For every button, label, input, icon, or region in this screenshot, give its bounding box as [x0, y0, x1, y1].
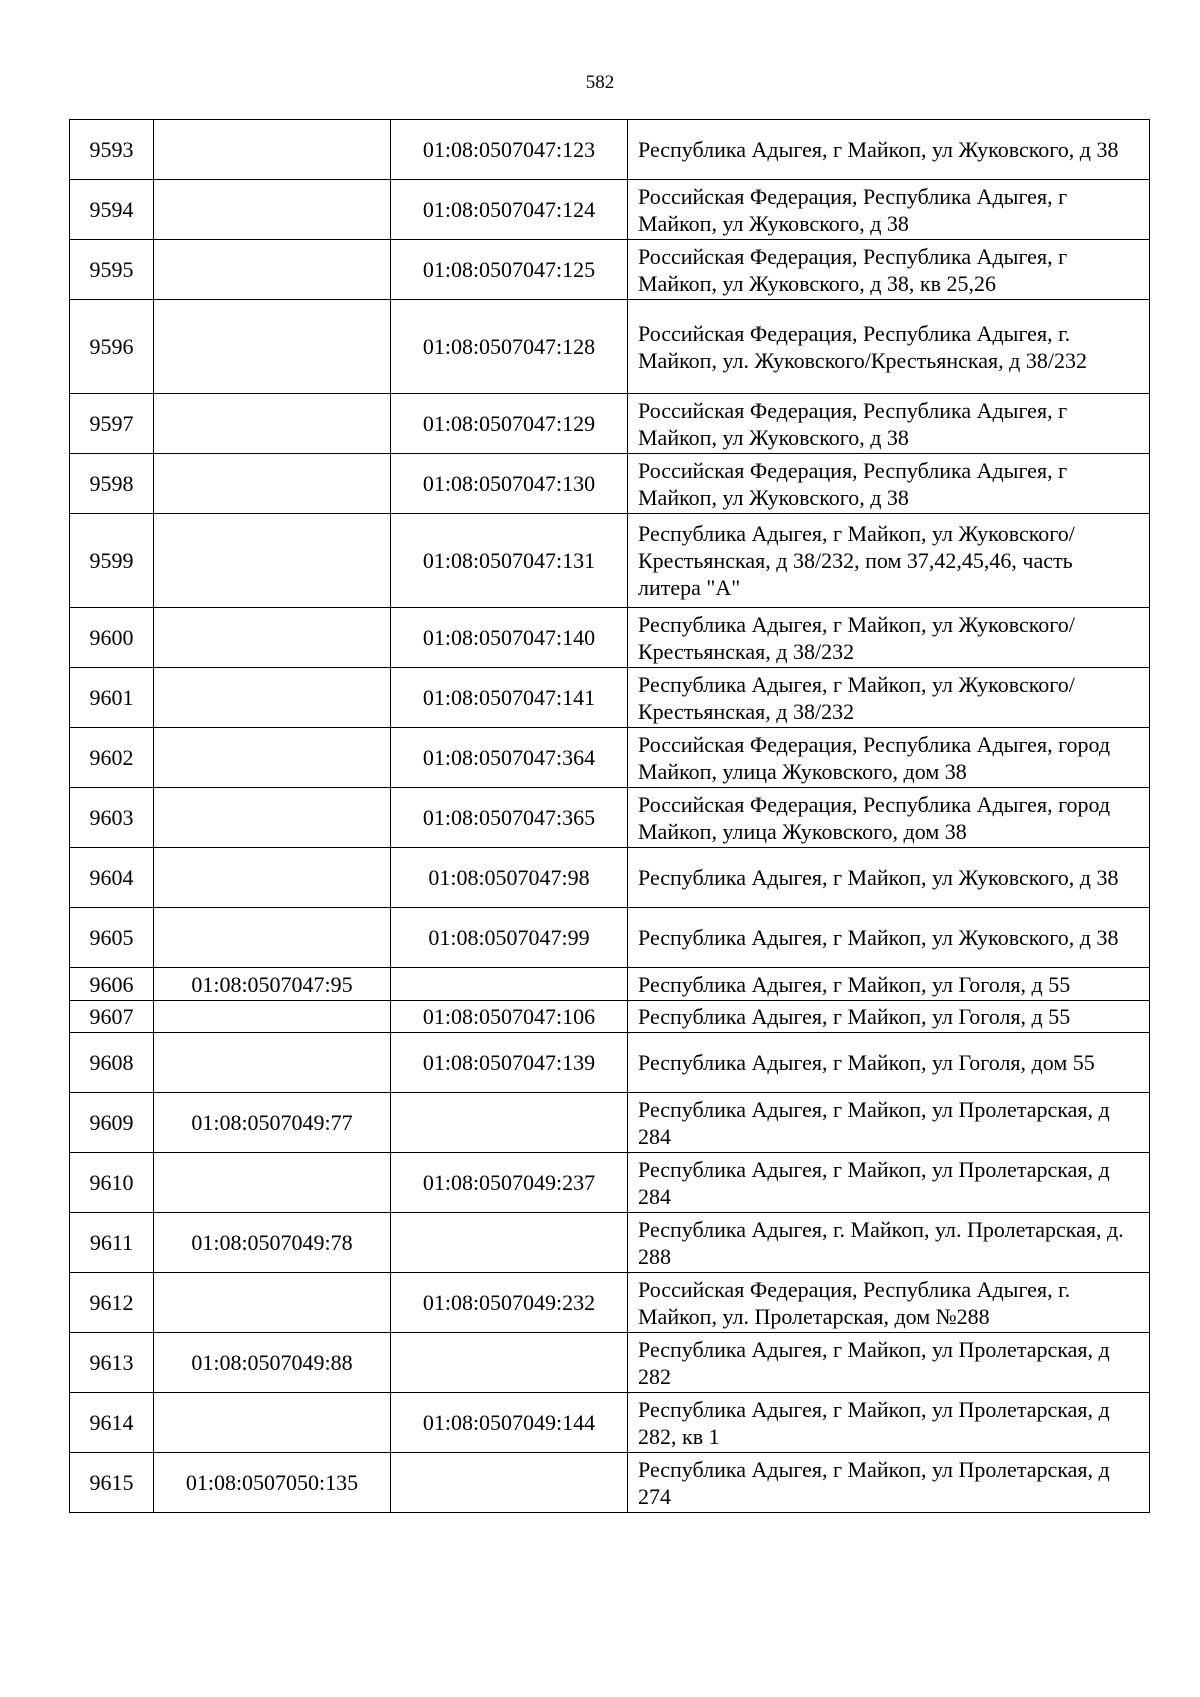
building-cadastral-number: 01:08:0507047:124 — [391, 180, 628, 240]
table-row — [70, 1453, 1150, 1513]
table-row — [70, 608, 1150, 668]
address: Республика Адыгея, г Майкоп, ул Гоголя, д 55 — [628, 1001, 1150, 1033]
row-number: 9602 — [70, 728, 154, 788]
address: Республика Адыгея, г Майкоп, ул Пролетарская, д 284 — [628, 1093, 1150, 1153]
land-cadastral-number: 01:08:0507050:135 — [154, 1453, 391, 1513]
building-cadastral-number — [391, 1093, 628, 1153]
land-cadastral-number — [154, 1273, 391, 1333]
building-cadastral-number: 01:08:0507047:129 — [391, 394, 628, 454]
address: Республика Адыгея, г Майкоп, ул Жуковского/Крестьянская, д 38/232, пом 37,42,45,46, часть литера "А" — [628, 514, 1150, 608]
address: Республика Адыгея, г. Майкоп, ул. Пролетарская, д. 288 — [628, 1213, 1150, 1273]
table-row — [70, 240, 1150, 300]
address: Республика Адыгея, г Майкоп, ул Пролетарская, д 274 — [628, 1453, 1150, 1513]
row-number: 9610 — [70, 1153, 154, 1213]
registry-table-body — [70, 120, 1150, 1513]
row-number: 9614 — [70, 1393, 154, 1453]
land-cadastral-number: 01:08:0507047:95 — [154, 968, 391, 1001]
table-row — [70, 1001, 1150, 1033]
row-number: 9615 — [70, 1453, 154, 1513]
address: Российская Федерация, Республика Адыгея, г Майкоп, ул Жуковского, д 38 — [628, 180, 1150, 240]
table-row — [70, 1213, 1150, 1273]
building-cadastral-number: 01:08:0507047:130 — [391, 454, 628, 514]
address: Российская Федерация, Республика Адыгея, г Майкоп, ул Жуковского, д 38 — [628, 394, 1150, 454]
row-number: 9594 — [70, 180, 154, 240]
land-cadastral-number — [154, 300, 391, 394]
land-cadastral-number — [154, 608, 391, 668]
building-cadastral-number: 01:08:0507047:125 — [391, 240, 628, 300]
land-cadastral-number — [154, 240, 391, 300]
address: Республика Адыгея, г Майкоп, ул Пролетарская, д 282, кв 1 — [628, 1393, 1150, 1453]
building-cadastral-number — [391, 1333, 628, 1393]
building-cadastral-number: 01:08:0507047:99 — [391, 908, 628, 968]
table-row — [70, 1273, 1150, 1333]
row-number: 9612 — [70, 1273, 154, 1333]
land-cadastral-number — [154, 908, 391, 968]
registry-table — [69, 119, 1150, 1513]
land-cadastral-number — [154, 788, 391, 848]
row-number: 9608 — [70, 1033, 154, 1093]
address: Российская Федерация, Республика Адыгея, г Майкоп, ул Жуковского, д 38 — [628, 454, 1150, 514]
building-cadastral-number: 01:08:0507047:128 — [391, 300, 628, 394]
table-row — [70, 1033, 1150, 1093]
land-cadastral-number: 01:08:0507049:77 — [154, 1093, 391, 1153]
building-cadastral-number: 01:08:0507047:365 — [391, 788, 628, 848]
table-row — [70, 1333, 1150, 1393]
land-cadastral-number — [154, 454, 391, 514]
table-row — [70, 1393, 1150, 1453]
building-cadastral-number: 01:08:0507049:237 — [391, 1153, 628, 1213]
address: Российская Федерация, Республика Адыгея, город Майкоп, улица Жуковского, дом 38 — [628, 788, 1150, 848]
land-cadastral-number — [154, 728, 391, 788]
address: Республика Адыгея, г Майкоп, ул Гоголя, дом 55 — [628, 1033, 1150, 1093]
row-number: 9606 — [70, 968, 154, 1001]
address: Республика Адыгея, г Майкоп, ул Жуковского, д 38 — [628, 908, 1150, 968]
row-number: 9607 — [70, 1001, 154, 1033]
address: Республика Адыгея, г Майкоп, ул Жуковского/Крестьянская, д 38/232 — [628, 608, 1150, 668]
address: Российская Федерация, Республика Адыгея, г. Майкоп, ул. Жуковского/Крестьянская, д 38/232 — [628, 300, 1150, 394]
row-number: 9613 — [70, 1333, 154, 1393]
row-number: 9595 — [70, 240, 154, 300]
row-number: 9593 — [70, 120, 154, 180]
land-cadastral-number — [154, 848, 391, 908]
land-cadastral-number: 01:08:0507049:88 — [154, 1333, 391, 1393]
building-cadastral-number — [391, 968, 628, 1001]
table-row — [70, 968, 1150, 1001]
table-row — [70, 788, 1150, 848]
land-cadastral-number — [154, 1153, 391, 1213]
row-number: 9609 — [70, 1093, 154, 1153]
row-number: 9605 — [70, 908, 154, 968]
table-row — [70, 848, 1150, 908]
building-cadastral-number: 01:08:0507047:98 — [391, 848, 628, 908]
building-cadastral-number: 01:08:0507047:141 — [391, 668, 628, 728]
row-number: 9611 — [70, 1213, 154, 1273]
table-row — [70, 454, 1150, 514]
page-number: 582 — [585, 72, 615, 93]
row-number: 9597 — [70, 394, 154, 454]
address: Республика Адыгея, г Майкоп, ул Жуковского, д 38 — [628, 120, 1150, 180]
land-cadastral-number — [154, 180, 391, 240]
building-cadastral-number: 01:08:0507047:123 — [391, 120, 628, 180]
building-cadastral-number — [391, 1453, 628, 1513]
row-number: 9599 — [70, 514, 154, 608]
row-number: 9598 — [70, 454, 154, 514]
land-cadastral-number: 01:08:0507049:78 — [154, 1213, 391, 1273]
building-cadastral-number — [391, 1213, 628, 1273]
land-cadastral-number — [154, 668, 391, 728]
land-cadastral-number — [154, 514, 391, 608]
building-cadastral-number: 01:08:0507047:140 — [391, 608, 628, 668]
table-row — [70, 908, 1150, 968]
address: Республика Адыгея, г Майкоп, ул Пролетарская, д 284 — [628, 1153, 1150, 1213]
address: Республика Адыгея, г Майкоп, ул Гоголя, д 55 — [628, 968, 1150, 1001]
address: Российская Федерация, Республика Адыгея, г Майкоп, ул Жуковского, д 38, кв 25,26 — [628, 240, 1150, 300]
building-cadastral-number: 01:08:0507049:232 — [391, 1273, 628, 1333]
table-row — [70, 514, 1150, 608]
building-cadastral-number: 01:08:0507047:131 — [391, 514, 628, 608]
building-cadastral-number: 01:08:0507047:364 — [391, 728, 628, 788]
table-row — [70, 300, 1150, 394]
table-row — [70, 1153, 1150, 1213]
row-number: 9600 — [70, 608, 154, 668]
row-number: 9603 — [70, 788, 154, 848]
building-cadastral-number: 01:08:0507047:139 — [391, 1033, 628, 1093]
table-row — [70, 728, 1150, 788]
row-number: 9601 — [70, 668, 154, 728]
row-number: 9596 — [70, 300, 154, 394]
address: Российская Федерация, Республика Адыгея, город Майкоп, улица Жуковского, дом 38 — [628, 728, 1150, 788]
building-cadastral-number: 01:08:0507047:106 — [391, 1001, 628, 1033]
land-cadastral-number — [154, 120, 391, 180]
table-row — [70, 120, 1150, 180]
address: Республика Адыгея, г Майкоп, ул Пролетарская, д 282 — [628, 1333, 1150, 1393]
building-cadastral-number: 01:08:0507049:144 — [391, 1393, 628, 1453]
address: Республика Адыгея, г Майкоп, ул Жуковского/Крестьянская, д 38/232 — [628, 668, 1150, 728]
address: Республика Адыгея, г Майкоп, ул Жуковского, д 38 — [628, 848, 1150, 908]
address: Российская Федерация, Республика Адыгея, г. Майкоп, ул. Пролетарская, дом №288 — [628, 1273, 1150, 1333]
table-row — [70, 180, 1150, 240]
land-cadastral-number — [154, 1001, 391, 1033]
table-row — [70, 668, 1150, 728]
land-cadastral-number — [154, 1033, 391, 1093]
land-cadastral-number — [154, 1393, 391, 1453]
row-number: 9604 — [70, 848, 154, 908]
table-row — [70, 1093, 1150, 1153]
land-cadastral-number — [154, 394, 391, 454]
table-row — [70, 394, 1150, 454]
